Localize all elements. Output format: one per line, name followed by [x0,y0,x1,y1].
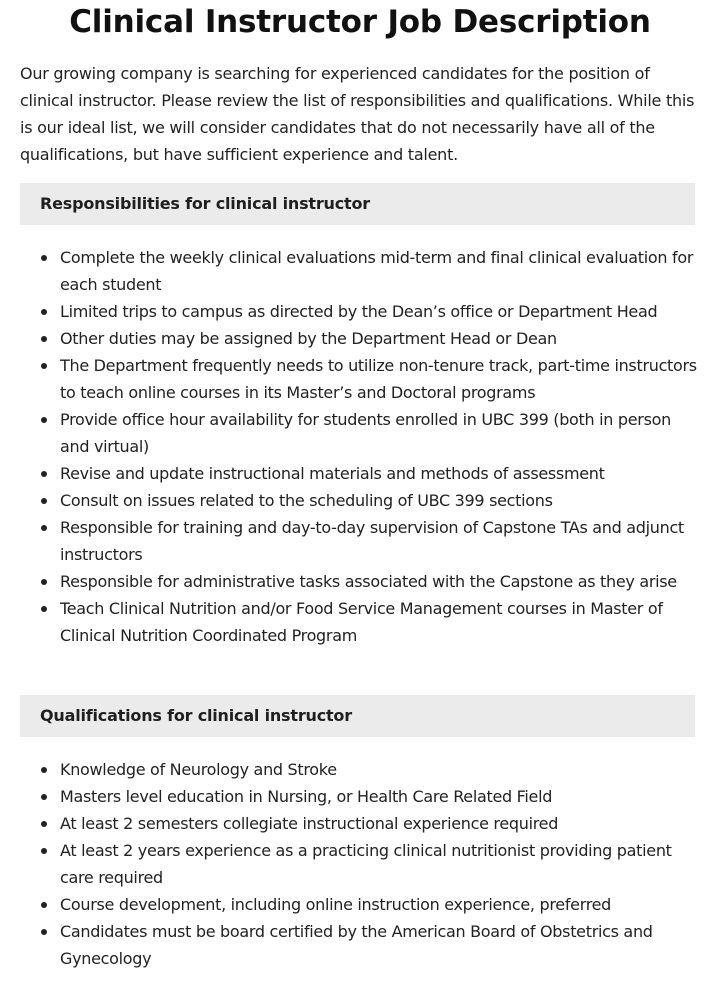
list-item-text: Limited trips to campus as directed by the Dean’s office or Department Head [60,302,658,321]
bullet-icon [41,363,47,369]
list-item-text: Masters level education in Nursing, or Health Care Related Field [60,787,553,806]
bullet-icon [41,525,47,531]
bullet-icon [41,767,47,773]
list-item-text: Other duties may be assigned by the Department Head or Dean [60,329,557,348]
list-item-text: Responsible for training and day-to-day supervision of Capstone TAs and adjunct instructors [60,518,684,564]
bullet-icon [41,821,47,827]
list-item [20,918,700,972]
list-item [20,756,700,783]
bullet-icon [41,848,47,854]
list-item [20,837,700,891]
list-item-text: At least 2 semesters collegiate instructional experience required [60,814,559,833]
bullet-icon [41,794,47,800]
bullet-icon [41,471,47,477]
list-item [20,460,700,487]
responsibilities-list [20,244,700,649]
list-item [20,568,700,595]
list-item-text: Complete the weekly clinical evaluations mid-term and final clinical evaluation for each student [60,248,694,294]
list-item-text: The Department frequently needs to utilize non-tenure track, part-time instructors to teach online courses in its Master’s and Doctoral programs [60,356,697,402]
list-item [20,487,700,514]
list-item [20,406,700,460]
page-title: Clinical Instructor Job Description [69,4,651,40]
list-item [20,325,700,352]
bullet-icon [41,417,47,423]
bullet-icon [41,309,47,315]
list-item [20,514,700,568]
list-item [20,352,700,406]
list-item-text: Knowledge of Neurology and Stroke [60,760,337,779]
responsibilities-heading: Responsibilities for clinical instructor [20,183,695,225]
qualifications-list [20,756,700,972]
bullet-icon [41,606,47,612]
list-item [20,810,700,837]
list-item-text: Revise and update instructional materials and methods of assessment [60,464,605,483]
list-item-text: Course development, including online instruction experience, preferred [60,895,612,914]
list-item [20,891,700,918]
list-item-text: Consult on issues related to the scheduling of UBC 399 sections [60,491,553,510]
list-item [20,783,700,810]
qualifications-heading: Qualifications for clinical instructor [20,695,695,737]
list-item [20,244,700,298]
bullet-icon [41,336,47,342]
list-item-text: Candidates must be board certified by the American Board of Obstetrics and Gynecology [60,922,653,968]
bullet-icon [41,255,47,261]
list-item-text: Teach Clinical Nutrition and/or Food Service Management courses in Master of Clinical Nutrition Coordinated Program [60,599,663,645]
list-item [20,298,700,325]
bullet-icon [41,902,47,908]
bullet-icon [41,929,47,935]
list-item-text: At least 2 years experience as a practicing clinical nutritionist providing patient care required [60,841,672,887]
bullet-icon [41,579,47,585]
bullet-icon [41,498,47,504]
list-item-text: Responsible for administrative tasks associated with the Capstone as they arise [60,572,677,591]
list-item-text: Provide office hour availability for students enrolled in UBC 399 (both in person and virtual) [60,410,671,456]
list-item [20,595,700,649]
intro-paragraph: Our growing company is searching for experienced candidates for the position of clinical instructor. Please review the list of responsibilities and qualifications. While this is our ideal list, we will consider candidates that do not necessarily have all of the qualifications, but have sufficient experience and talent. [20,64,695,164]
